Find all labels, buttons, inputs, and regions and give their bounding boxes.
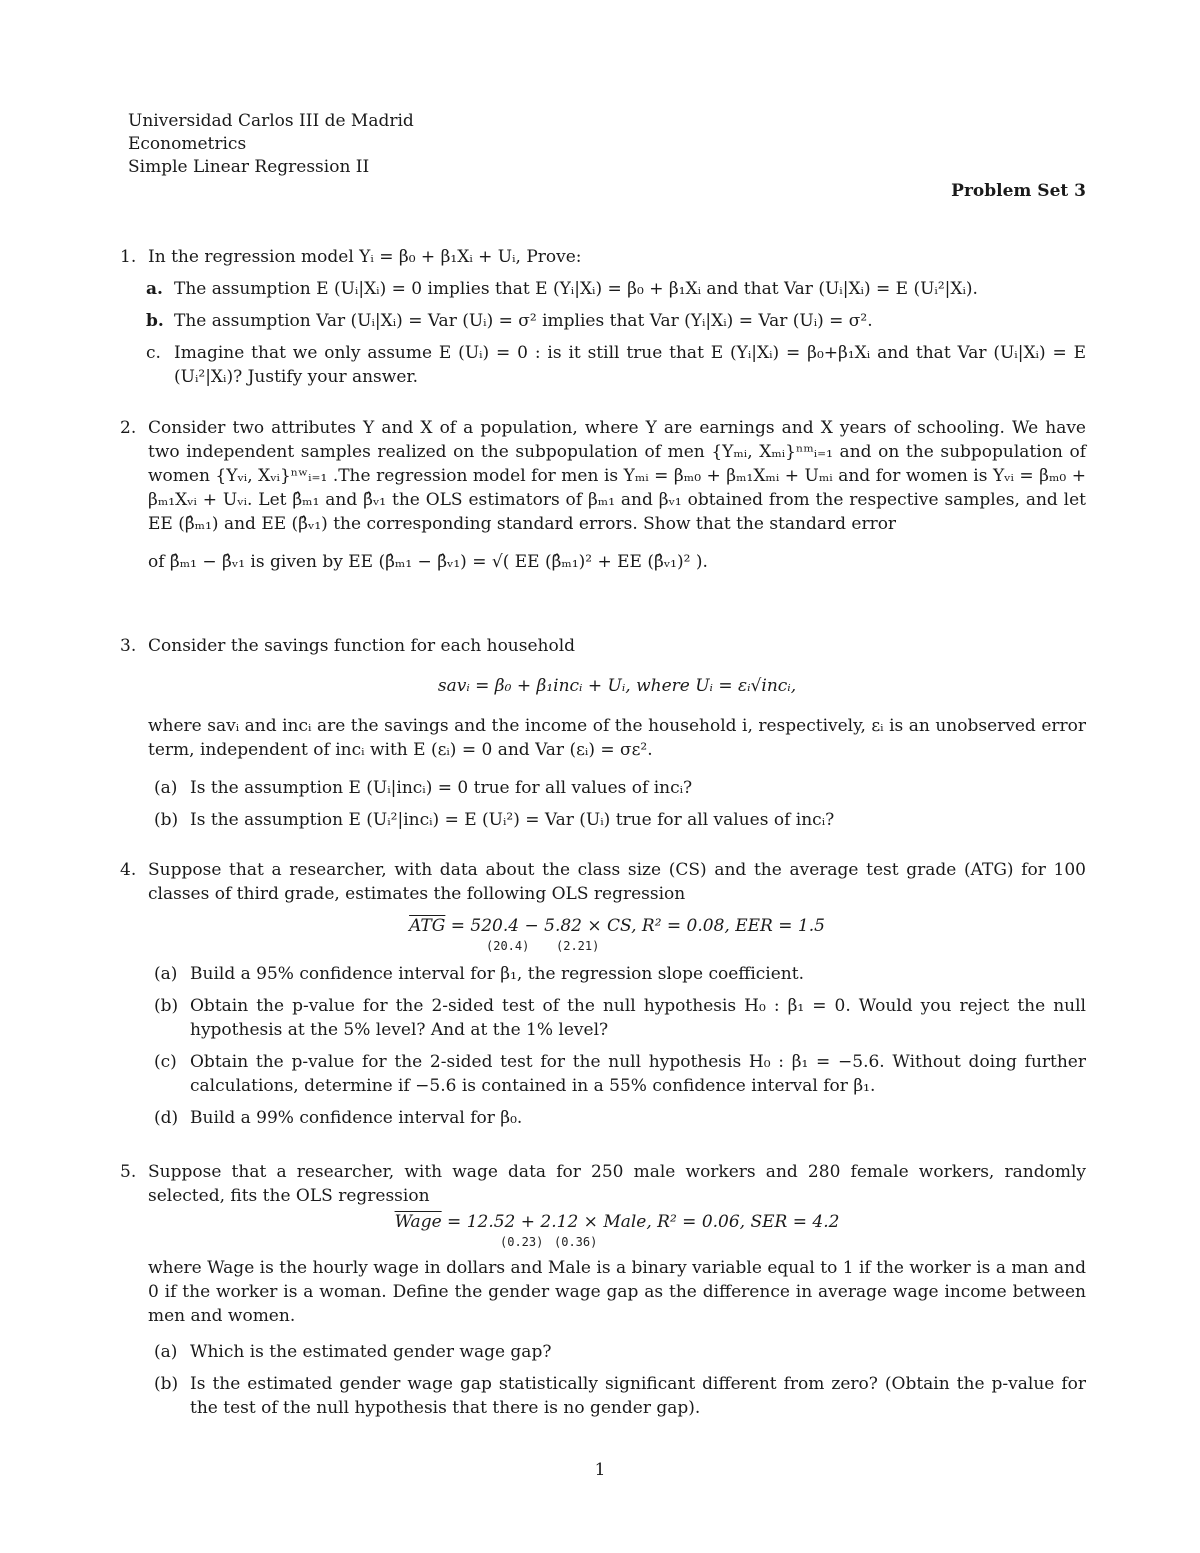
standard-error: (2.21)	[556, 939, 600, 953]
subquestion-text: Build a 95% confidence interval for β₁, the regression slope coefficient.	[190, 964, 804, 984]
subquestion-label: a.	[146, 279, 163, 299]
problem-set-title: Problem Set 3	[951, 181, 1086, 201]
subquestion-text: Imagine that we only assume E (Uᵢ) = 0 : is it still true that E (Yᵢ|Xᵢ) = β₀+β₁Xᵢ and that Var (Uᵢ|Xᵢ) = E (Uᵢ²|Xᵢ)? Justify your answer.	[174, 343, 1086, 387]
problem-number: 5.	[120, 1162, 137, 1182]
problem-1	[120, 245, 1086, 389]
subquestion-text: Obtain the p-value for the 2-sided test for the null hypothesis H₀ : β₁ = −5.6. Without doing further calculations, determine if −5.6 is contained in a 55% confidence interval for β₁.	[190, 1052, 1086, 1096]
standard-error: (20.4)	[486, 939, 530, 953]
equation-lhs: Wage	[394, 1212, 442, 1232]
atg-regression-equation	[148, 916, 1086, 952]
topic-name: Simple Linear Regression II	[128, 157, 370, 177]
problem-number: 1.	[120, 247, 137, 267]
university-name: Universidad Carlos III de Madrid	[128, 111, 414, 131]
subquestion-b	[154, 994, 1086, 1042]
problem-text: where savᵢ and incᵢ are the savings and the income of the household i, respectively, εᵢ is an unobserved error term, independent of incᵢ with E (εᵢ) = 0 and Var (εᵢ) = σε².	[148, 716, 1086, 760]
standard-errors	[148, 1232, 1086, 1248]
course-name: Econometrics	[128, 134, 247, 154]
subquestion-label: (b)	[154, 1374, 179, 1394]
problem-number: 3.	[120, 636, 137, 656]
subquestion-label: (a)	[154, 778, 178, 798]
problem-intro: Suppose that a researcher, with data about the class size (CS) and the average test grade (ATG) for 100 classes of third grade, estimates the following OLS regression	[148, 860, 1086, 904]
subquestion-a	[154, 962, 1086, 986]
subquestion-label: c.	[146, 343, 161, 363]
subquestion-b	[146, 309, 1086, 333]
wage-regression-equation	[148, 1212, 1086, 1248]
subquestion-label: (a)	[154, 964, 178, 984]
subquestion-text: Build a 99% confidence interval for β₀.	[190, 1108, 523, 1128]
subquestion-label: (b)	[154, 996, 179, 1016]
subquestion-a	[146, 277, 1086, 301]
equation-rhs: = 12.52 + 2.12 × Male, R² = 0.06, SER = 4.2	[441, 1212, 840, 1232]
subquestion-text: The assumption E (Uᵢ|Xᵢ) = 0 implies that E (Yᵢ|Xᵢ) = β₀ + β₁Xᵢ and that Var (Uᵢ|Xᵢ) = E (Uᵢ²|Xᵢ).	[174, 279, 978, 299]
subquestion-b	[154, 808, 1086, 832]
problem-3	[120, 634, 1086, 832]
standard-error: (0.36)	[554, 1235, 598, 1249]
subquestion-label: (b)	[154, 810, 179, 830]
problem-text: Consider two attributes Y and X of a population, where Y are earnings and X years of schooling. We have two independent samples realized on the subpopulation of men {Yₘᵢ, Xₘᵢ}ⁿᵐᵢ₌₁ and on the subpopulation of women {Yᵥᵢ, Xᵥᵢ}ⁿʷᵢ₌₁ .The regression model for men is Yₘᵢ = βₘ₀ + βₘ₁Xₘᵢ + Uₘᵢ and for women is Yᵥᵢ = βₘ₀ + βₘ₁Xᵥᵢ + Uᵥᵢ. Let β̂ₘ₁ and β̂ᵥ₁ the OLS estimators of βₘ₁ and βᵥ₁ obtained from the respective samples, and let EE (β̂ₘ₁) and EE (β̂ᵥ₁) the corresponding standard errors. Show that the standard error	[148, 418, 1086, 534]
standard-error: (0.23)	[500, 1235, 544, 1249]
problem-text: where Wage is the hourly wage in dollars and Male is a binary variable equal to 1 if the worker is a man and 0 if the worker is a woman. Define the gender wage gap as the difference in average wage income between men and women.	[148, 1258, 1086, 1326]
problem-text-formula: of β̂ₘ₁ − β̂ᵥ₁ is given by EE (β̂ₘ₁ − β̂ᵥ₁) = √( EE (β̂ₘ₁)² + EE (β̂ᵥ₁)² ).	[148, 552, 708, 572]
savings-equation: savᵢ = β₀ + β₁incᵢ + Uᵢ, where Uᵢ = εᵢ√incᵢ,	[437, 676, 797, 696]
subquestion-label: (d)	[154, 1108, 179, 1128]
problem-intro: In the regression model Yᵢ = β₀ + β₁Xᵢ + Uᵢ, Prove:	[148, 247, 582, 267]
problem-intro: Suppose that a researcher, with wage data for 250 male workers and 280 female workers, randomly selected, fits the OLS regression	[148, 1162, 1086, 1206]
subquestion-d	[154, 1106, 1086, 1130]
equation-rhs: = 520.4 − 5.82 × CS, R² = 0.08, EER = 1.5	[445, 916, 825, 936]
subquestion-c	[154, 1050, 1086, 1098]
subquestion-text: Is the assumption E (Uᵢ|incᵢ) = 0 true for all values of incᵢ?	[190, 778, 693, 798]
document-header	[128, 110, 414, 179]
subquestion-text: Obtain the p-value for the 2-sided test of the null hypothesis H₀ : β₁ = 0. Would you reject the null hypothesis at the 5% level? And at the 1% level?	[190, 996, 1086, 1040]
subquestion-label: (c)	[154, 1052, 177, 1072]
page-number: 1	[594, 1460, 606, 1480]
subquestion-a	[154, 776, 1086, 800]
subquestion-c	[146, 341, 1086, 389]
subquestion-text: The assumption Var (Uᵢ|Xᵢ) = Var (Uᵢ) = σ² implies that Var (Yᵢ|Xᵢ) = Var (Uᵢ) = σ².	[174, 311, 873, 331]
problem-2	[120, 416, 1086, 574]
subquestion-text: Which is the estimated gender wage gap?	[190, 1342, 552, 1362]
problem-4	[120, 858, 1086, 1130]
problem-number: 4.	[120, 860, 137, 880]
standard-errors	[148, 936, 1086, 952]
subquestion-a	[154, 1340, 1086, 1364]
equation-lhs: $\overline{ATG}$	[409, 916, 446, 936]
subquestion-text: Is the estimated gender wage gap statistically significant different from zero? (Obtain the p-value for the test of the null hypothesis that there is no gender gap).	[190, 1374, 1086, 1418]
subquestion-label: (a)	[154, 1342, 178, 1362]
problem-5	[120, 1160, 1086, 1420]
subquestion-text: Is the assumption E (Uᵢ²|incᵢ) = E (Uᵢ²) = Var (Uᵢ) true for all values of incᵢ?	[190, 810, 835, 830]
problem-number: 2.	[120, 418, 137, 438]
subquestion-b	[154, 1372, 1086, 1420]
problem-intro: Consider the savings function for each household	[148, 636, 576, 656]
subquestion-label: b.	[146, 311, 164, 331]
